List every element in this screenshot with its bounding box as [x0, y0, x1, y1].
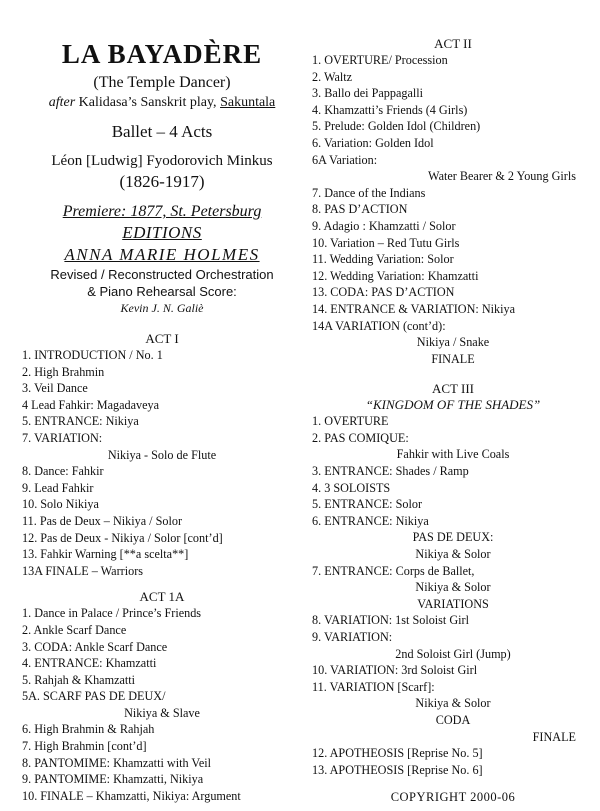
list-item: 3. Veil Dance [22, 381, 88, 396]
arranger-name: Kevin J. N. Galiè [120, 301, 204, 315]
list-item: 10. FINALE – Khamzatti, Nikiya: Argument [22, 788, 241, 803]
list-item: 6. Variation: Golden Idol [312, 135, 434, 150]
list-item: 3. CODA: Ankle Scarf Dance [22, 639, 168, 654]
list-item: 13. APOTHEOSIS [Reprise No. 6] [312, 762, 483, 777]
list-item: 12. APOTHEOSIS [Reprise No. 5] [312, 746, 483, 761]
list-item: Nikiya & Solor [415, 696, 491, 711]
list-item: 5. ENTRANCE: Nikiya [22, 414, 139, 429]
list-item: 6. High Brahmin & Rahjah [22, 722, 155, 737]
list-item: 13. Fahkir Warning [**a scelta**] [22, 547, 189, 562]
list-item: 8. Dance: Fahkir [22, 464, 104, 479]
source-line [22, 93, 302, 113]
list-item: 2nd Soloist Girl (Jump) [395, 646, 511, 661]
list-item: 9. PANTOMIME: Khamzatti, Nikiya [22, 772, 204, 787]
list-item: 5. Prelude: Golden Idol (Children) [312, 119, 481, 134]
ballet-line: Ballet – 4 Acts [111, 122, 213, 141]
list-item: 4 Lead Fahkir: Magadaveya [22, 397, 160, 412]
list-item: 7. Dance of the Indians [312, 185, 426, 200]
right-column [312, 0, 594, 805]
page-title: LA BAYADÈRE [61, 39, 263, 69]
act3-subtitle: “KINGDOM OF THE SHADES” [365, 397, 541, 413]
list-item: Nikiya & Solor [415, 580, 491, 595]
act1-title: ACT I [145, 331, 179, 346]
list-item: Nikiya & Slave [124, 705, 200, 720]
composer-dates: (1826-1917) [119, 172, 205, 191]
play-title: Sakuntala [220, 95, 276, 110]
list-item: 2. Waltz [312, 69, 353, 84]
list-item: 11. VARIATION [Scarf]: [312, 679, 435, 694]
list-item: FINALE [532, 729, 576, 744]
list-item: 14. ENTRANCE & VARIATION: Nikiya [312, 301, 516, 316]
list-item: 9. VARIATION: [312, 630, 393, 644]
act3-list [312, 413, 594, 778]
list-item: 4. ENTRANCE: Khamzatti [22, 656, 157, 671]
subtitle: (The Temple Dancer) [93, 74, 231, 91]
list-item: 12. Wedding Variation: Khamzatti [312, 268, 479, 283]
list-item: 7. VARIATION: [22, 430, 103, 445]
act1a-list [22, 605, 302, 804]
list-item: 12. Pas de Deux - Nikiya / Solor [cont’d] [22, 530, 223, 545]
list-item: 1. INTRODUCTION / No. 1 [22, 348, 163, 362]
list-item: 10. Variation – Red Tutu Girls [312, 235, 460, 250]
editor-name: ANNA MARIE HOLMES [64, 245, 260, 264]
list-item: 13A FINALE – Warriors [22, 563, 143, 578]
act1a-title: ACT 1A [139, 589, 185, 605]
list-item: 8. PAS D’ACTION [312, 202, 408, 217]
list-item: VARIATIONS [417, 596, 489, 611]
list-item: 3. Ballo dei Pappagalli [312, 86, 424, 101]
premiere-line: Premiere: 1877, St. Petersburg [62, 203, 262, 220]
list-item: 9. Lead Fahkir [22, 480, 94, 495]
revised-line-2: & Piano Rehearsal Score: [87, 284, 237, 299]
list-item: 14A VARIATION (cont’d): [312, 318, 446, 333]
title-block [22, 38, 302, 317]
list-item: 1. OVERTURE/ Procession [312, 53, 448, 67]
list-item: 3. ENTRANCE: Shades / Ramp [312, 464, 469, 479]
composer-name: Léon [Ludwig] Fyodorovich Minkus [51, 153, 273, 169]
after-prefix: after [48, 95, 76, 110]
list-item: 6. ENTRANCE: Nikiya [312, 513, 429, 528]
list-item: 1. Dance in Palace / Prince’s Friends [22, 606, 202, 621]
list-item: 11. Wedding Variation: Solor [312, 252, 454, 267]
list-item: FINALE [431, 351, 475, 366]
list-item: 4. Khamzatti’s Friends (4 Girls) [312, 102, 468, 117]
list-item: 5. Rahjah & Khamzatti [22, 672, 136, 687]
list-item: 5A. SCARF PAS DE DEUX/ [22, 689, 166, 704]
list-item: Water Bearer & 2 Young Girls [428, 169, 576, 184]
list-item: 8. VARIATION: 1st Soloist Girl [312, 613, 469, 628]
list-item: 2. PAS COMIQUE: [312, 430, 409, 445]
act1-list [22, 347, 302, 579]
list-item: Nikiya / Snake [416, 335, 490, 350]
list-item: PAS DE DEUX: [412, 530, 494, 545]
list-item: 10. Solo Nikiya [22, 497, 99, 512]
act2-list [312, 52, 594, 367]
list-item: Nikiya & Solor [415, 547, 491, 562]
revised-line-1: Revised / Reconstructed Orchestration [50, 267, 274, 282]
list-item: Nikiya - Solo de Flute [107, 447, 217, 462]
after-text: Kalidasa’s Sanskrit play, [75, 95, 221, 110]
list-item: 13. CODA: PAS D’ACTION [312, 285, 455, 300]
list-item: Fahkir with Live Coals [396, 447, 510, 462]
list-item: 5. ENTRANCE: Solor [312, 497, 423, 512]
act3-title: ACT III [431, 381, 474, 397]
act2-title: ACT II [434, 36, 472, 51]
list-item: 8. PANTOMIME: Khamzatti with Veil [22, 755, 212, 770]
list-item: 11. Pas de Deux – Nikiya / Solor [22, 513, 183, 528]
editions-label: EDITIONS [122, 223, 202, 242]
list-item: 7. ENTRANCE: Corps de Ballet, [312, 563, 475, 578]
list-item: 7. High Brahmin [cont’d] [22, 739, 147, 754]
list-item: 9. Adagio : Khamzatti / Solor [312, 218, 456, 233]
list-item: 2. Ankle Scarf Dance [22, 622, 127, 637]
left-column [22, 0, 302, 804]
list-item: 10. VARIATION: 3rd Soloist Girl [312, 663, 478, 678]
list-item: 4. 3 SOLOISTS [312, 480, 391, 495]
copyright-notice: COPYRIGHT 2000-06 [390, 790, 516, 805]
list-item: 1. OVERTURE [312, 414, 389, 429]
list-item: CODA [435, 712, 471, 727]
list-item: 2. High Brahmin [22, 364, 105, 379]
list-item: 6A Variation: [312, 152, 378, 167]
